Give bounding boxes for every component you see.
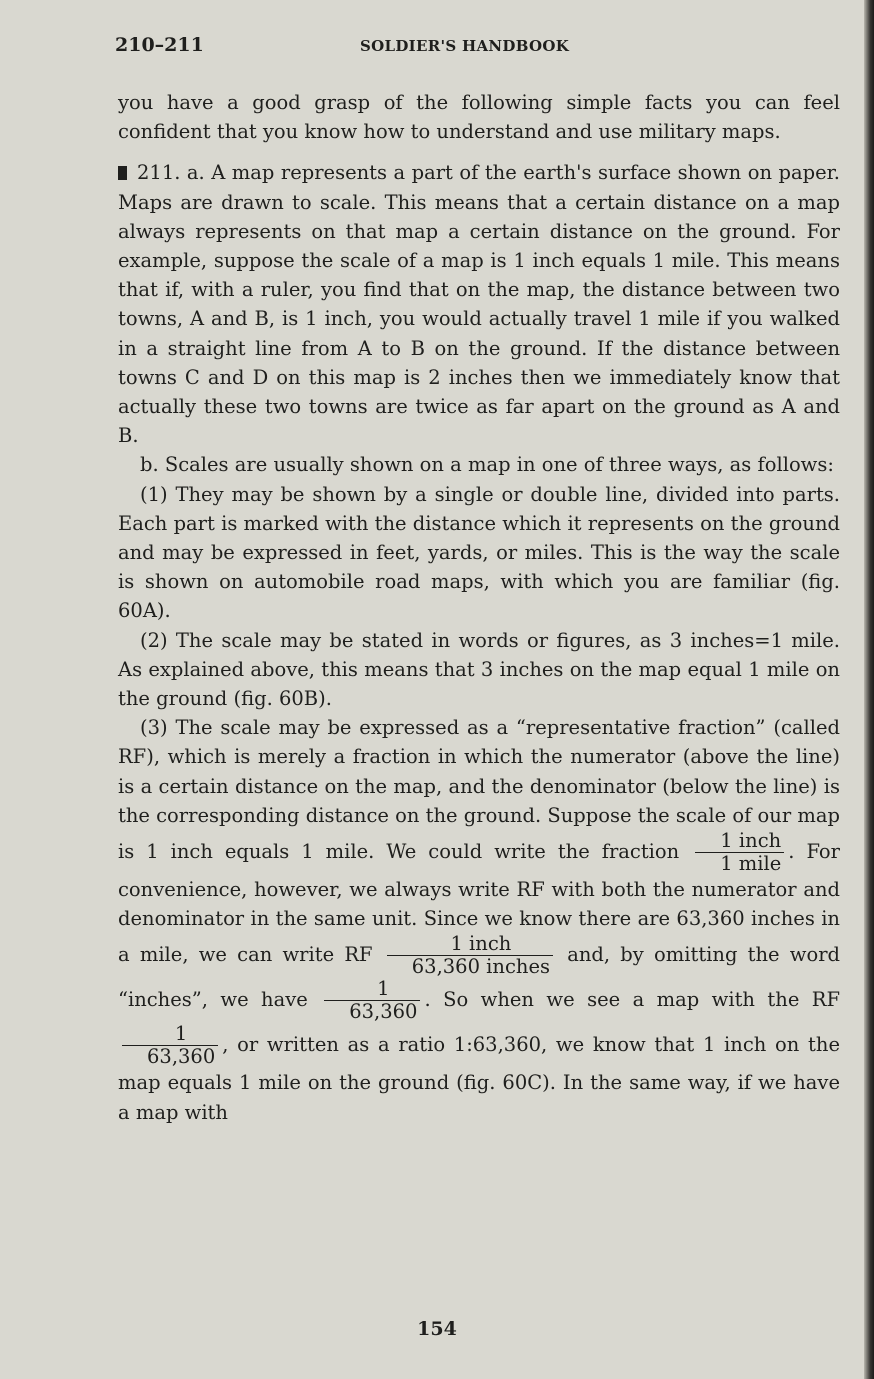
fraction-numerator: 1 — [122, 1023, 218, 1046]
list-item-1: (1) They may be shown by a single or double line, divided into parts. Each part is marked with the distance which it represents on the ground and may be expressed in feet, yards, or miles. This is the way the scale is shown on automobile road maps, with which you are familiar (fig. 60A). — [118, 482, 840, 623]
paragraph-211a-text: 211. a. A map represents a part of the earth's surface shown on paper. Maps are drawn to scale. This means that a certain distance on a map always represents on that map a certain distance on the ground. For example, suppose the scale of a map is 1 inch equals 1 mile. This means that if, with a ruler, you find that on the map, the distance between two towns, A and B, is 1 inch, you would actually travel 1 mile if you walked in a straight line from A to B on the ground. If the distance between towns C and D on this map is 2 inches then we immediately know that actually these two towns are twice as far apart on the ground as A and B. — [118, 161, 840, 448]
fraction-denominator: 1 mile — [720, 852, 782, 876]
list-item-3-text-d: . So when we see a map with the RF — [424, 988, 841, 1012]
list-item-3-text-e: , or written as a ratio 1:63,360, we know that 1 inch on the map equals 1 mile on the ground (fig. 60C). In the same way, if we have a map with — [118, 1033, 840, 1124]
page-edge — [864, 0, 874, 1379]
list-item-2: (2) The scale may be stated in words or figures, as 3 inches=1 mile. As explained above, this means that 3 inches on the map equal 1 mile on the ground (fig. 60B). — [118, 628, 840, 711]
fraction-denominator: 63,360 — [349, 1000, 418, 1024]
section-marker-icon — [118, 166, 127, 180]
fraction-rf — [324, 978, 420, 1023]
list-item-3-text-b: . For convenience, however, we always write RF with both the numerator and denominator in the same unit. Since we know there are 63,360 inches in a mile, we can write RF — [118, 840, 840, 967]
fraction-inch-mile — [695, 830, 784, 875]
fraction-denominator: 63,360 inches — [411, 955, 551, 979]
fraction-numerator: 1 inch — [695, 830, 784, 853]
paragraph-211b: b. Scales are usually shown on a map in one of three ways, as follows: — [140, 453, 834, 477]
paragraph-intro: you have a good grasp of the following simple facts you can feel confident that you know how to understand and use military maps. — [118, 91, 840, 144]
fraction-numerator: 1 inch — [387, 933, 553, 956]
list-item-3-text-c: and, by omitting the word “inches”, we have — [118, 943, 841, 1012]
header-page-range: 210–211 — [115, 34, 204, 56]
list-item-3-text-a: (3) The scale may be expressed as a “representative fraction” (called RF), which is merely a fraction in which the numerator (above the line) is a certain distance on the map, and the denominator (below the line) is the corresponding distance on the ground. Suppose the scale of our map is 1 inch equals 1 mile. We could write the fraction — [118, 716, 840, 864]
fraction-denominator: 63,360 — [147, 1045, 216, 1069]
paragraph-211a — [118, 158, 840, 450]
page-number: 154 — [417, 1318, 457, 1340]
fraction-rf-ratio — [122, 1023, 218, 1068]
fraction-numerator: 1 — [324, 978, 420, 1001]
fraction-inch-inches — [387, 933, 553, 978]
page-body — [118, 88, 840, 1127]
list-item-3 — [118, 713, 840, 1127]
header-title: SOLDIER'S HANDBOOK — [360, 37, 570, 55]
